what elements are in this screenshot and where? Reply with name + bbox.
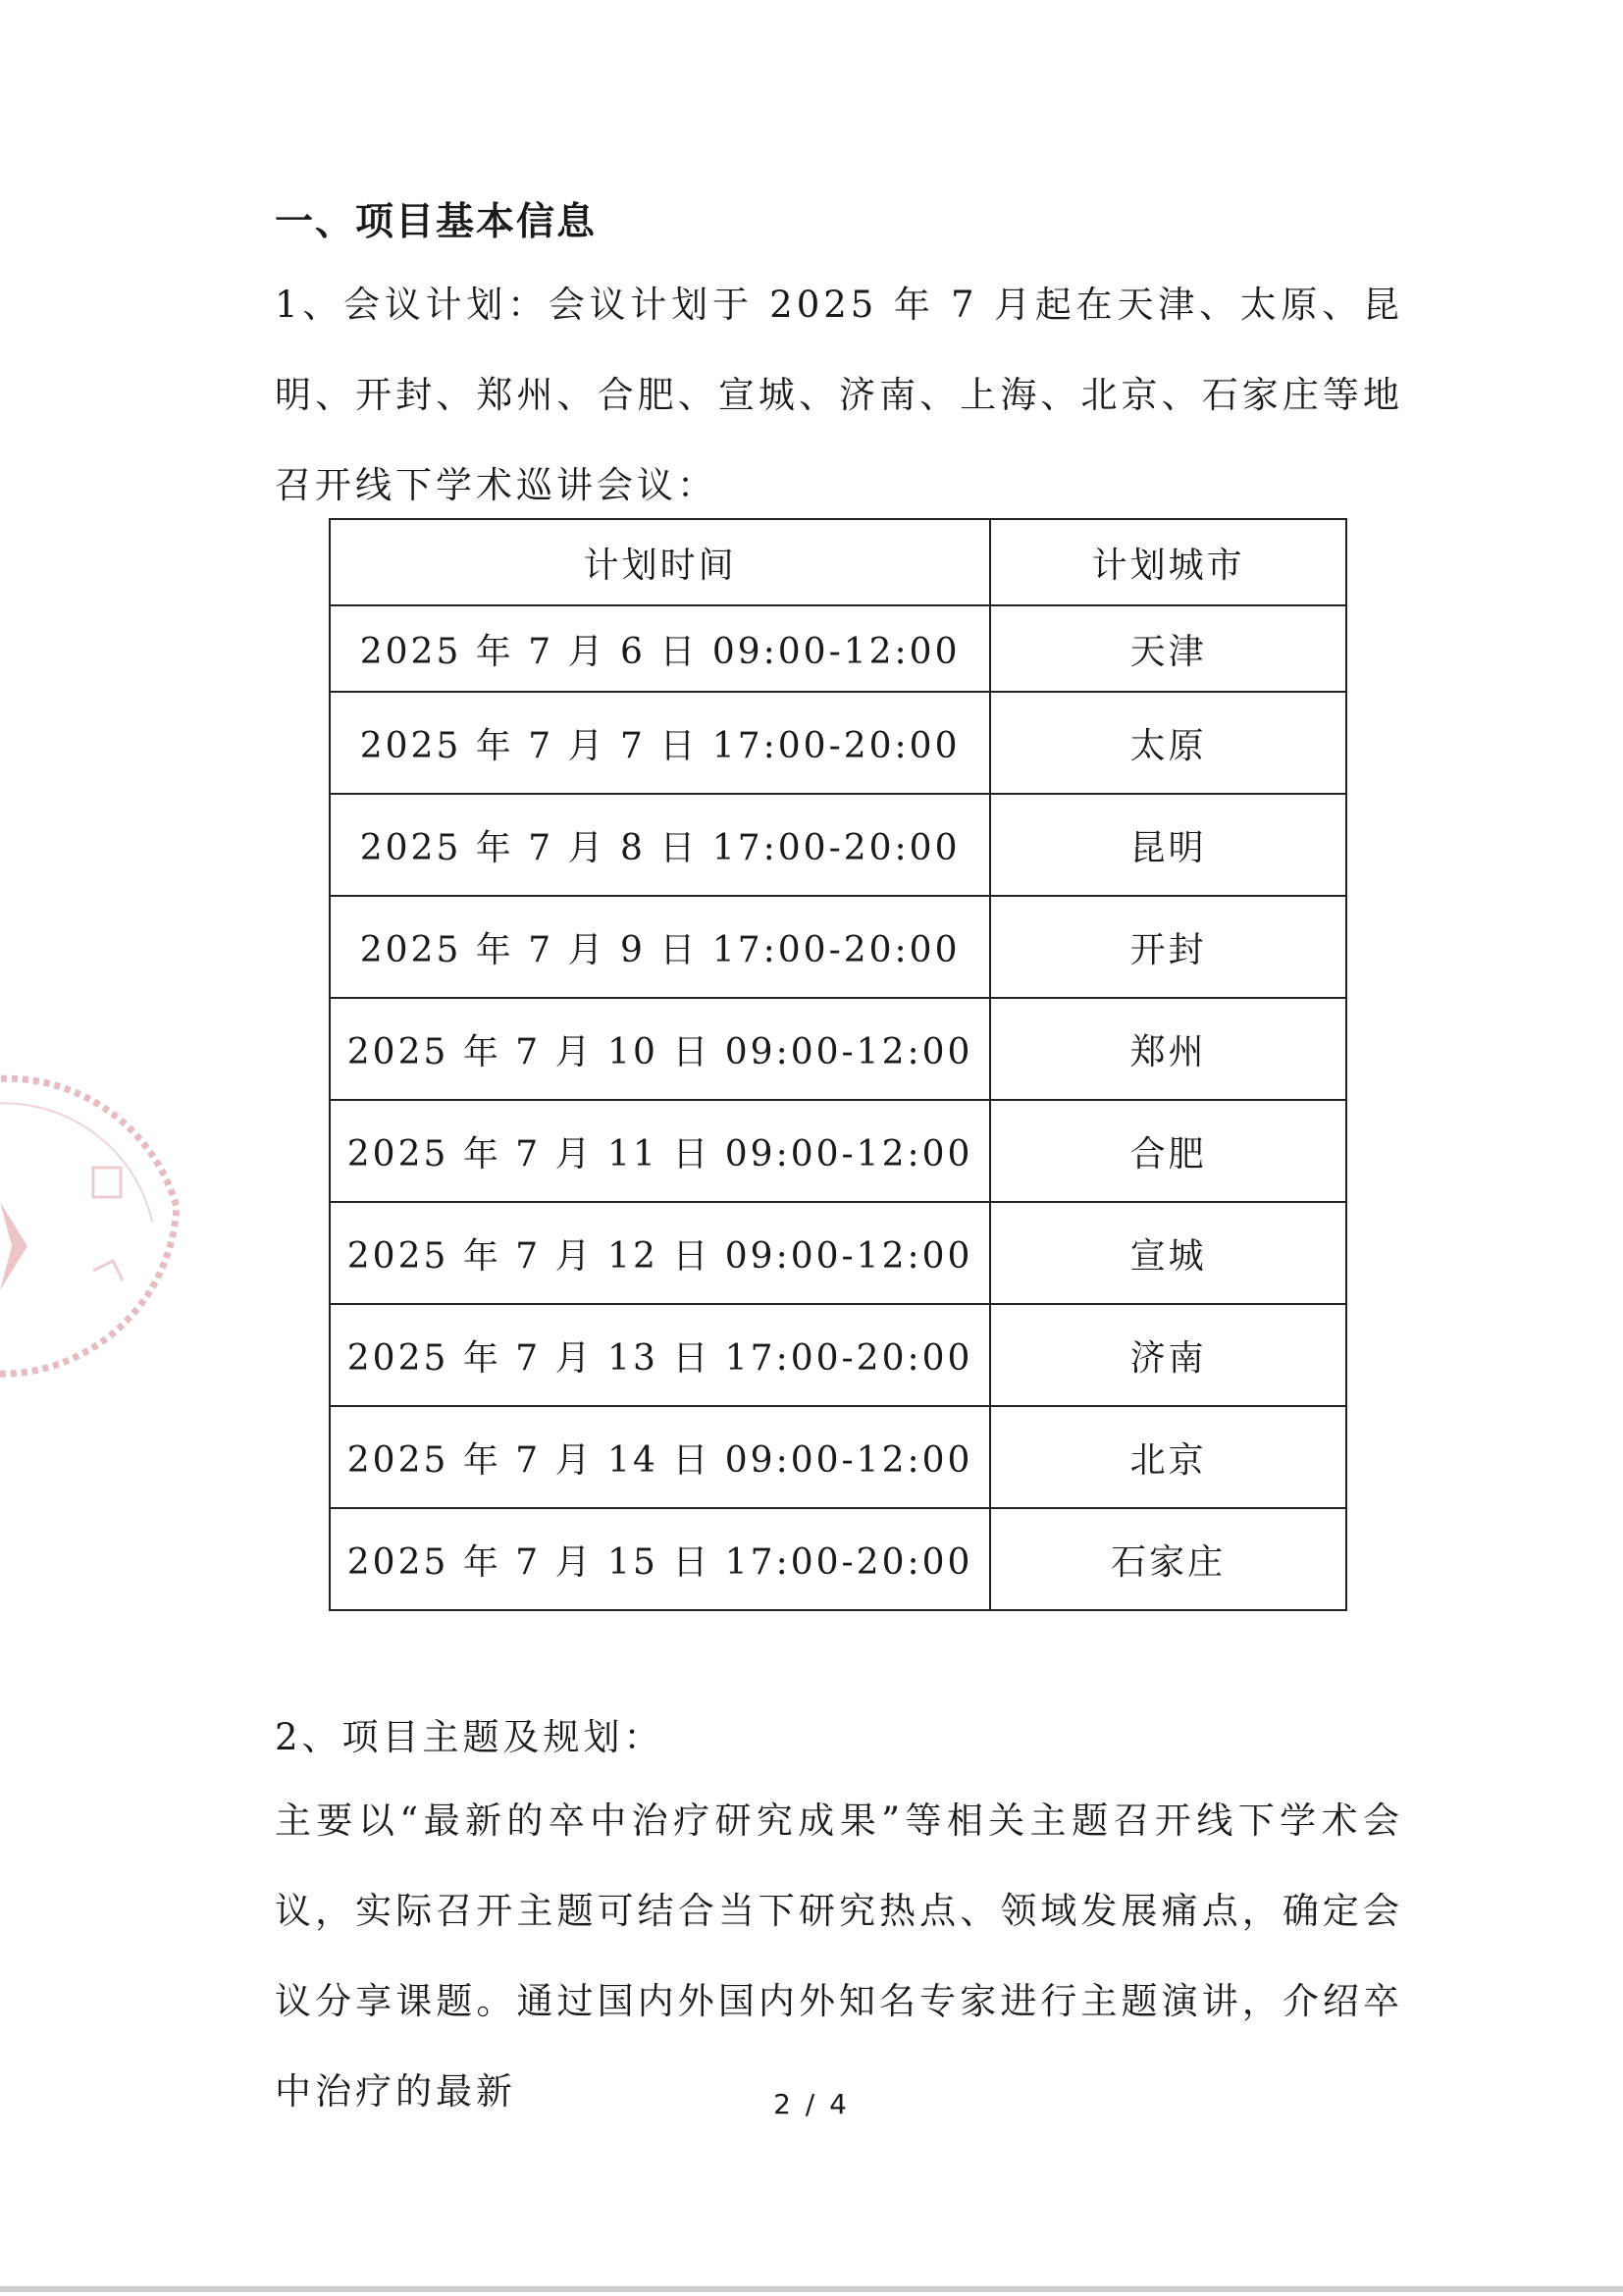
- cell-city: 昆明: [990, 794, 1346, 896]
- header-plan-time: 计划时间: [330, 519, 990, 605]
- cell-time: 2025 年 7 月 9 日 17:00-20:00: [330, 896, 990, 998]
- cell-city: 北京: [990, 1406, 1346, 1508]
- cell-time: 2025 年 7 月 14 日 09:00-12:00: [330, 1406, 990, 1508]
- table-row: [330, 1406, 1346, 1508]
- page-number: 2 / 4: [773, 2088, 850, 2120]
- project-theme-subtitle: 2、项目主题及规划：: [275, 1716, 664, 1758]
- table-row: [330, 896, 1346, 998]
- cell-time: 2025 年 7 月 7 日 17:00-20:00: [330, 692, 990, 794]
- table-row: [330, 1304, 1346, 1406]
- cell-city: 济南: [990, 1304, 1346, 1406]
- section-heading: 一、项目基本信息: [275, 200, 598, 244]
- cell-time: 2025 年 7 月 15 日 17:00-20:00: [330, 1508, 990, 1610]
- table-row: [330, 1100, 1346, 1202]
- cell-city: 郑州: [990, 998, 1346, 1100]
- meeting-plan-paragraph: 1、会议计划：会议计划于 2025 年 7 月起在天津、太原、昆明、开封、郑州、合肥、宣城、济南、上海、北京、石家庄等地召开线下学术巡讲会议：: [275, 284, 1403, 506]
- cell-city: 石家庄: [990, 1508, 1346, 1610]
- table-row: [330, 794, 1346, 896]
- table-row: [330, 1508, 1346, 1610]
- table-row: [330, 998, 1346, 1100]
- cell-time: 2025 年 7 月 13 日 17:00-20:00: [330, 1304, 990, 1406]
- cell-time: 2025 年 7 月 12 日 09:00-12:00: [330, 1202, 990, 1304]
- cell-time: 2025 年 7 月 10 日 09:00-12:00: [330, 998, 990, 1100]
- cell-city: 天津: [990, 605, 1346, 692]
- cell-time: 2025 年 7 月 8 日 17:00-20:00: [330, 794, 990, 896]
- cell-city: 合肥: [990, 1100, 1346, 1202]
- table-header-row: [330, 519, 1346, 605]
- partial-red-seal: [0, 1050, 186, 1403]
- cell-city: 太原: [990, 692, 1346, 794]
- schedule-table: [329, 518, 1347, 1611]
- table-row: [330, 605, 1346, 692]
- table-row: [330, 1202, 1346, 1304]
- cell-city: 宣城: [990, 1202, 1346, 1304]
- cell-time: 2025 年 7 月 6 日 09:00-12:00: [330, 605, 990, 692]
- cell-city: 开封: [990, 896, 1346, 998]
- project-theme-paragraph: 主要以“最新的卒中治疗研究成果”等相关主题召开线下学术会议，实际召开主题可结合当下研究热点、领域发展痛点，确定会议分享课题。通过国内外国内外知名专家进行主题演讲，介绍卒中治疗的最新: [275, 1800, 1403, 2113]
- cell-time: 2025 年 7 月 11 日 09:00-12:00: [330, 1100, 990, 1202]
- scan-bottom-edge: [0, 2286, 1623, 2292]
- header-plan-city: 计划城市: [990, 519, 1346, 605]
- table-row: [330, 692, 1346, 794]
